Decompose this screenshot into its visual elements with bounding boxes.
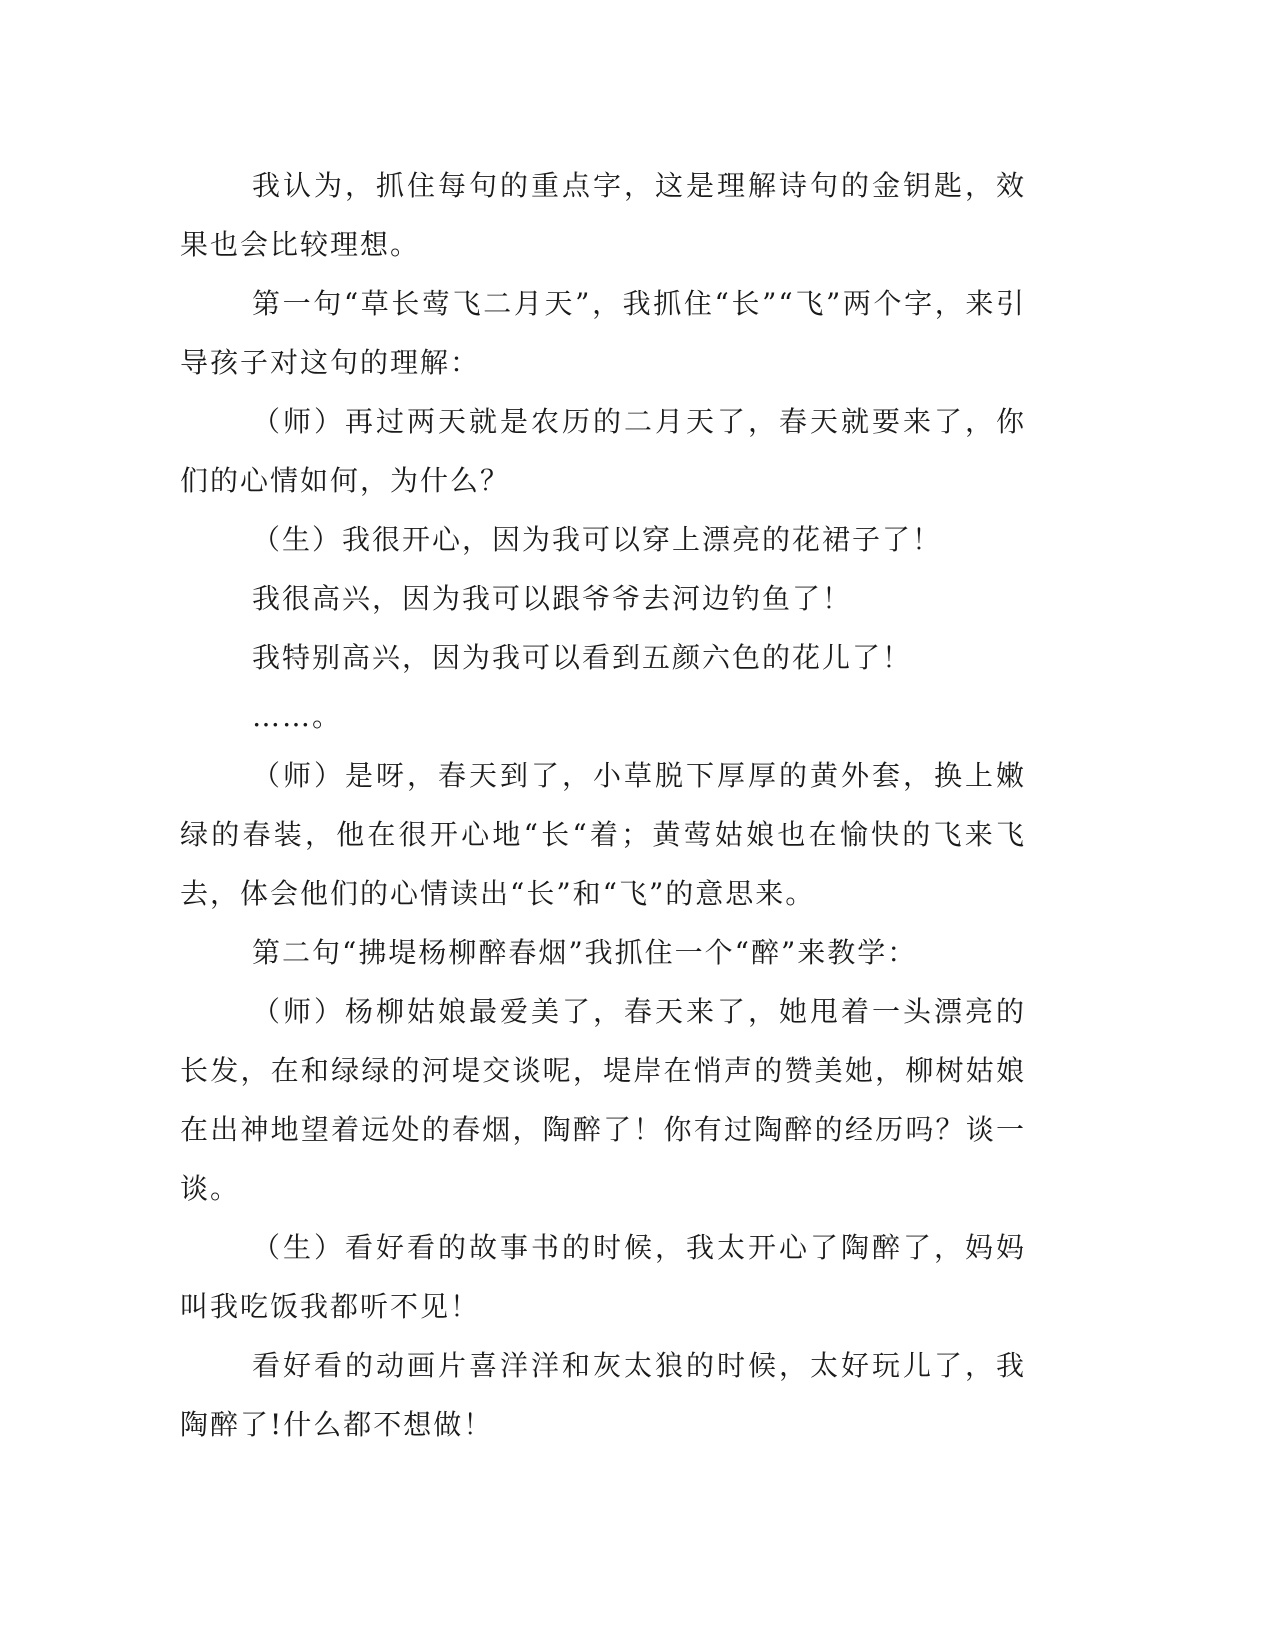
paragraph: （师）是呀，春天到了，小草脱下厚厚的黄外套，换上嫩绿的春装，他在很开心地“长“着；黄莺姑娘也在愉快的飞来飞去，体会他们的心情读出“长”和“飞”的意思来。 bbox=[180, 759, 1026, 910]
paragraph: （师）杨柳姑娘最爱美了，春天来了，她甩着一头漂亮的长发，在和绿绿的河堤交谈呢，堤岸在悄声的赞美她，柳树姑娘在出神地望着远处的春烟，陶醉了！你有过陶醉的经历吗？谈一谈。 bbox=[180, 995, 1026, 1205]
paragraph: 我认为，抓住每句的重点字，这是理解诗句的金钥匙，效果也会比较理想。 bbox=[180, 169, 1026, 261]
paragraph: （生）看好看的故事书的时候，我太开心了陶醉了，妈妈叫我吃饭我都听不见！ bbox=[180, 1231, 1026, 1323]
paragraph: 第一句“草长莺飞二月天”，我抓住“长”“飞”两个字，来引导孩子对这句的理解： bbox=[180, 287, 1026, 379]
paragraph: 我特别高兴，因为我可以看到五颜六色的花儿了！ bbox=[252, 641, 913, 674]
paragraph: 我很高兴，因为我可以跟爷爷去河边钓鱼了！ bbox=[252, 582, 853, 615]
document-body bbox=[180, 156, 1026, 1454]
paragraph: （师）再过两天就是农历的二月天了，春天就要来了，你们的心情如何，为什么？ bbox=[180, 405, 1026, 497]
paragraph: 看好看的动画片喜洋洋和灰太狼的时候，太好玩儿了，我陶醉了!什么都不想做！ bbox=[180, 1349, 1026, 1441]
paragraph: （生）我很开心，因为我可以穿上漂亮的花裙子了！ bbox=[252, 523, 943, 556]
paragraph: ……。 bbox=[252, 700, 343, 733]
paragraph: 第二句“拂堤杨柳醉春烟”我抓住一个“醉”来教学： bbox=[252, 936, 918, 969]
